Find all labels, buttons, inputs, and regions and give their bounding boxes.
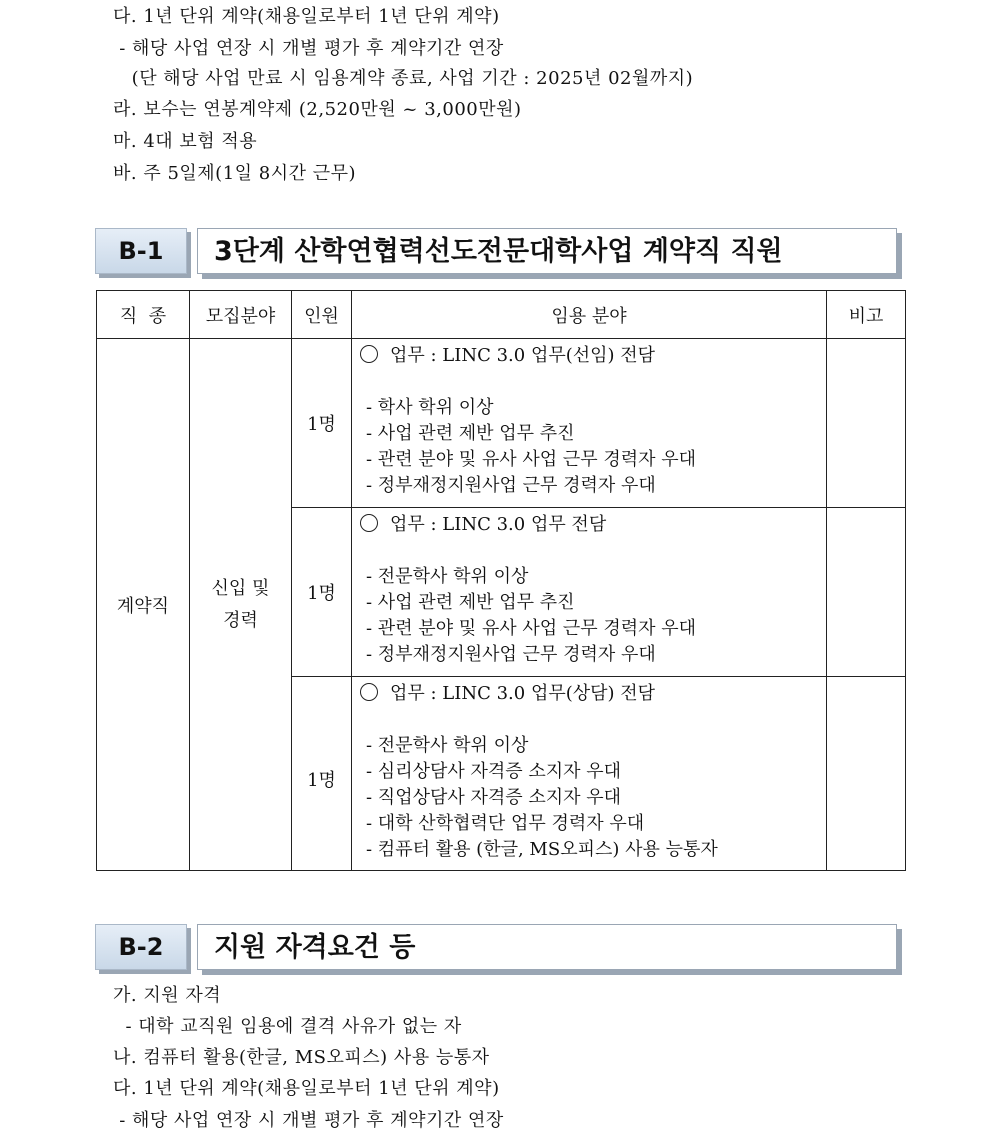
count-cell: 1명 <box>292 508 352 677</box>
text-line: 마. 4대 보험 적용 <box>113 131 258 152</box>
header-recruit-field: 모집분야 <box>190 291 292 339</box>
note-cell <box>827 677 906 871</box>
text-line: 라. 보수는 연봉계약제 (2,520만원 ~ 3,000만원) <box>113 99 522 120</box>
duty-cell <box>352 339 827 508</box>
section-title-b1: 3단계 산학연협력선도전문대학사업 계약직 직원 <box>197 228 897 274</box>
recruit-field-cell: 신입 및 경력 <box>190 339 292 871</box>
section-title-b2: 지원 자격요건 등 <box>197 924 897 970</box>
text-line: - 해당 사업 연장 시 개별 평가 후 계약기간 연장 <box>113 38 504 59</box>
requirement: - 정부재정지원사업 근무 경력자 우대 <box>366 644 656 665</box>
requirement: - 전문학사 학위 이상 <box>366 566 529 587</box>
requirement: - 사업 관련 제반 업무 추진 <box>366 592 575 613</box>
section-badge-b2: B-2 <box>95 924 187 970</box>
duty-task-text: 업무 : LINC 3.0 업무 전담 <box>390 514 607 535</box>
table-row <box>97 339 906 508</box>
header-job-type: 직 종 <box>97 291 190 339</box>
requirement: - 학사 학위 이상 <box>366 397 494 418</box>
requirement: - 직업상담사 자격증 소지자 우대 <box>366 787 622 808</box>
job-type-cell: 계약직 <box>97 339 190 871</box>
duty-cell <box>352 508 827 677</box>
text-line: 가. 지원 자격 <box>113 985 222 1006</box>
text-line: - 대학 교직원 임용에 결격 사유가 없는 자 <box>113 1016 462 1037</box>
text-line: 다. 1년 단위 계약(채용일로부터 1년 단위 계약) <box>113 1078 500 1099</box>
requirement: - 컴퓨터 활용 (한글, MS오피스) 사용 능통자 <box>366 839 718 860</box>
text-line: (단 해당 사업 만료 시 임용계약 종료, 사업 기간 : 2025년 02월까지) <box>113 68 694 89</box>
requirement: - 관련 분야 및 유사 사업 근무 경력자 우대 <box>366 618 697 639</box>
requirement: - 심리상담사 자격증 소지자 우대 <box>366 761 622 782</box>
section-badge-b1: B-1 <box>95 228 187 274</box>
header-count: 인원 <box>292 291 352 339</box>
duty-task-text: 업무 : LINC 3.0 업무(상담) 전담 <box>390 683 656 704</box>
text-line: 바. 주 5일제(1일 8시간 근무) <box>113 163 357 184</box>
requirement: - 사업 관련 제반 업무 추진 <box>366 423 575 444</box>
duty-cell <box>352 677 827 871</box>
requirement: - 대학 산학협력단 업무 경력자 우대 <box>366 813 645 834</box>
text-line: 나. 컴퓨터 활용(한글, MS오피스) 사용 능통자 <box>113 1047 490 1068</box>
duty-task <box>360 512 826 538</box>
requirement: - 전문학사 학위 이상 <box>366 735 529 756</box>
header-note: 비고 <box>827 291 906 339</box>
table-header-row <box>97 291 906 339</box>
circle-bullet-icon <box>360 514 378 532</box>
requirement: - 관련 분야 및 유사 사업 근무 경력자 우대 <box>366 449 697 470</box>
recruitment-table <box>96 290 906 871</box>
count-cell: 1명 <box>292 677 352 871</box>
note-cell <box>827 508 906 677</box>
header-area: 임용 분야 <box>352 291 827 339</box>
duty-task <box>360 343 826 369</box>
circle-bullet-icon <box>360 683 378 701</box>
text-line: - 해당 사업 연장 시 개별 평가 후 계약기간 연장 <box>113 1110 504 1131</box>
count-cell: 1명 <box>292 339 352 508</box>
text-line: 다. 1년 단위 계약(채용일로부터 1년 단위 계약) <box>113 6 500 27</box>
circle-bullet-icon <box>360 345 378 363</box>
note-cell <box>827 339 906 508</box>
requirement: - 정부재정지원사업 근무 경력자 우대 <box>366 475 656 496</box>
duty-task <box>360 681 826 707</box>
duty-task-text: 업무 : LINC 3.0 업무(선임) 전담 <box>390 345 656 366</box>
